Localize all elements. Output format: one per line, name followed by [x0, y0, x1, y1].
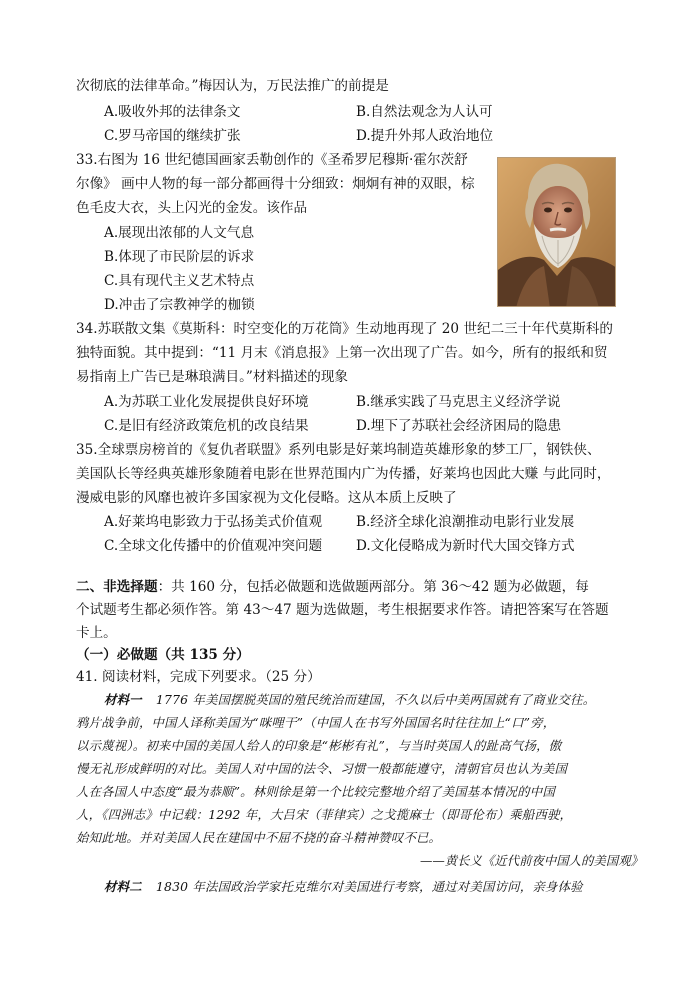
- q33-option-a: A.展现出浓郁的人文气息: [104, 225, 255, 241]
- q32-option-c: C.罗马帝国的继续扩张: [104, 128, 241, 144]
- q41-material1-line-1: [104, 691, 595, 709]
- q32-option-a: A.吸收外邦的法律条文: [104, 104, 241, 120]
- material1-text-1: 1776 年美国摆脱英国的殖民统治而建国，不久以后中美两国就有了商业交往。: [155, 692, 596, 707]
- q33-option-b: B.体现了市民阶层的诉求: [104, 249, 255, 265]
- q35-option-b: B.经济全球化浪潮推动电影行业发展: [356, 514, 575, 530]
- q41-material1-line-2: 鸦片战争前，中国人译称美国为“咪哩干”（中国人在书写外国国名时往往加上“口”旁，: [76, 715, 556, 730]
- portrait-drawing: [498, 158, 616, 307]
- section2-intro-line-1: [76, 578, 589, 596]
- q41-material1-line-4: 慢无礼形成鲜明的对比。美国人对中国的法令、习惯一般都能遵守，清朝官员也认为美国: [76, 761, 568, 776]
- q41-material1-source: ——黄长义《近代前夜中国人的美国观》: [419, 853, 643, 868]
- portrait-image: [497, 157, 616, 307]
- q33-option-d: D.冲击了宗教神学的枷锁: [104, 297, 255, 313]
- section2-subheading: （一）必做题（共 135 分）: [76, 647, 250, 663]
- q32-option-d: D.提升外邦人政治地位: [356, 128, 494, 144]
- q35-stem-line-3: 漫威电影的风靡也被许多国家视为文化侵略。这从本质上反映了: [76, 490, 457, 506]
- q34-option-c: C.是旧有经济政策危机的改良结果: [104, 418, 309, 434]
- q34-stem-line-2: 独特面貌。其中提到：“11 月末《消息报》上第一次出现了广告。如今，所有的报纸和贸: [76, 345, 608, 361]
- material1-label: 材料一: [104, 692, 142, 707]
- q34-option-a: A.为苏联工业化发展提供良好环境: [104, 394, 309, 410]
- q33-stem-line-1: 33.右图为 16 世纪德国画家丢勒创作的《圣希罗尼穆斯·霍尔茨舒: [76, 152, 468, 168]
- q34-stem-line-3: 易指南上广告已是琳琅满目。”材料描述的现象: [76, 369, 349, 385]
- q32-stem-continuation: 次彻底的法律革命。”梅因认为，万民法推广的前提是: [76, 78, 389, 94]
- q35-option-c: C.全球文化传播中的价值观冲突问题: [104, 538, 323, 554]
- section2-intro-line-2: 个试题考生都必须作答。第 43～47 题为选做题，考生根据要求作答。请把答案写在答题: [76, 602, 609, 618]
- section2-heading: 二、非选择题: [76, 579, 158, 595]
- q41-material2-line-1: [104, 878, 583, 896]
- section2-intro-line-3: 卡上。: [76, 625, 117, 641]
- q32-option-b: B.自然法观念为人认可: [356, 104, 493, 120]
- q41-material1-line-7: 始知此地。并对美国人民在建国中不屈不挠的奋斗精神赞叹不已。: [76, 830, 442, 845]
- material2-label: 材料二: [104, 879, 142, 894]
- q41-stem: 41. 阅读材料，完成下列要求。（25 分）: [76, 669, 321, 685]
- q33-stem-line-2: 尔像》 画中人物的每一部分都画得十分细致：炯炯有神的双眼，棕: [76, 176, 475, 192]
- q41-material1-line-6: 人，《四洲志》中记载：1292 年，大吕宋（菲律宾）之戈揽麻士（即哥伦布）乘船西驶，: [76, 807, 573, 822]
- material2-text-1: 1830 年法国政治学家托克维尔对美国进行考察，通过对美国访问，亲身体验: [155, 879, 583, 894]
- q41-material1-line-3: 以示蔑视）。初来中国的美国人给人的印象是“彬彬有礼”，与当时英国人的趾高气扬，傲: [76, 738, 562, 753]
- q33-stem-line-3: 色毛皮大衣，头上闪光的金发。该作品: [76, 200, 308, 216]
- q35-stem-line-2: 美国队长等经典英雄形象随着电影在世界范围内广为传播，好莱坞也因此大赚 与此同时，: [76, 466, 611, 482]
- q41-material1-line-5: 人在各国人中态度“最为恭顺”。林则徐是第一个比较完整地介绍了美国基本情况的中国: [76, 784, 555, 799]
- section2-intro-text: ：共 160 分，包括必做题和选做题两部分。第 36～42 题为必做题，每: [157, 579, 589, 595]
- q34-option-b: B.继承实践了马克思主义经济学说: [356, 394, 561, 410]
- q35-option-a: A.好莱坞电影致力于弘扬美式价值观: [104, 514, 323, 530]
- q35-option-d: D.文化侵略成为新时代大国交锋方式: [356, 538, 575, 554]
- q34-option-d: D.埋下了苏联社会经济困局的隐患: [356, 418, 562, 434]
- q34-stem-line-1: 34.苏联散文集《莫斯科：时空变化的万花筒》生动地再现了 20 世纪二三十年代莫斯科的: [76, 321, 613, 337]
- q35-stem-line-1: 35.全球票房榜首的《复仇者联盟》系列电影是好莱坞制造英雄形象的梦工厂，钢铁侠、: [76, 442, 601, 458]
- q33-option-c: C.具有现代主义艺术特点: [104, 273, 255, 289]
